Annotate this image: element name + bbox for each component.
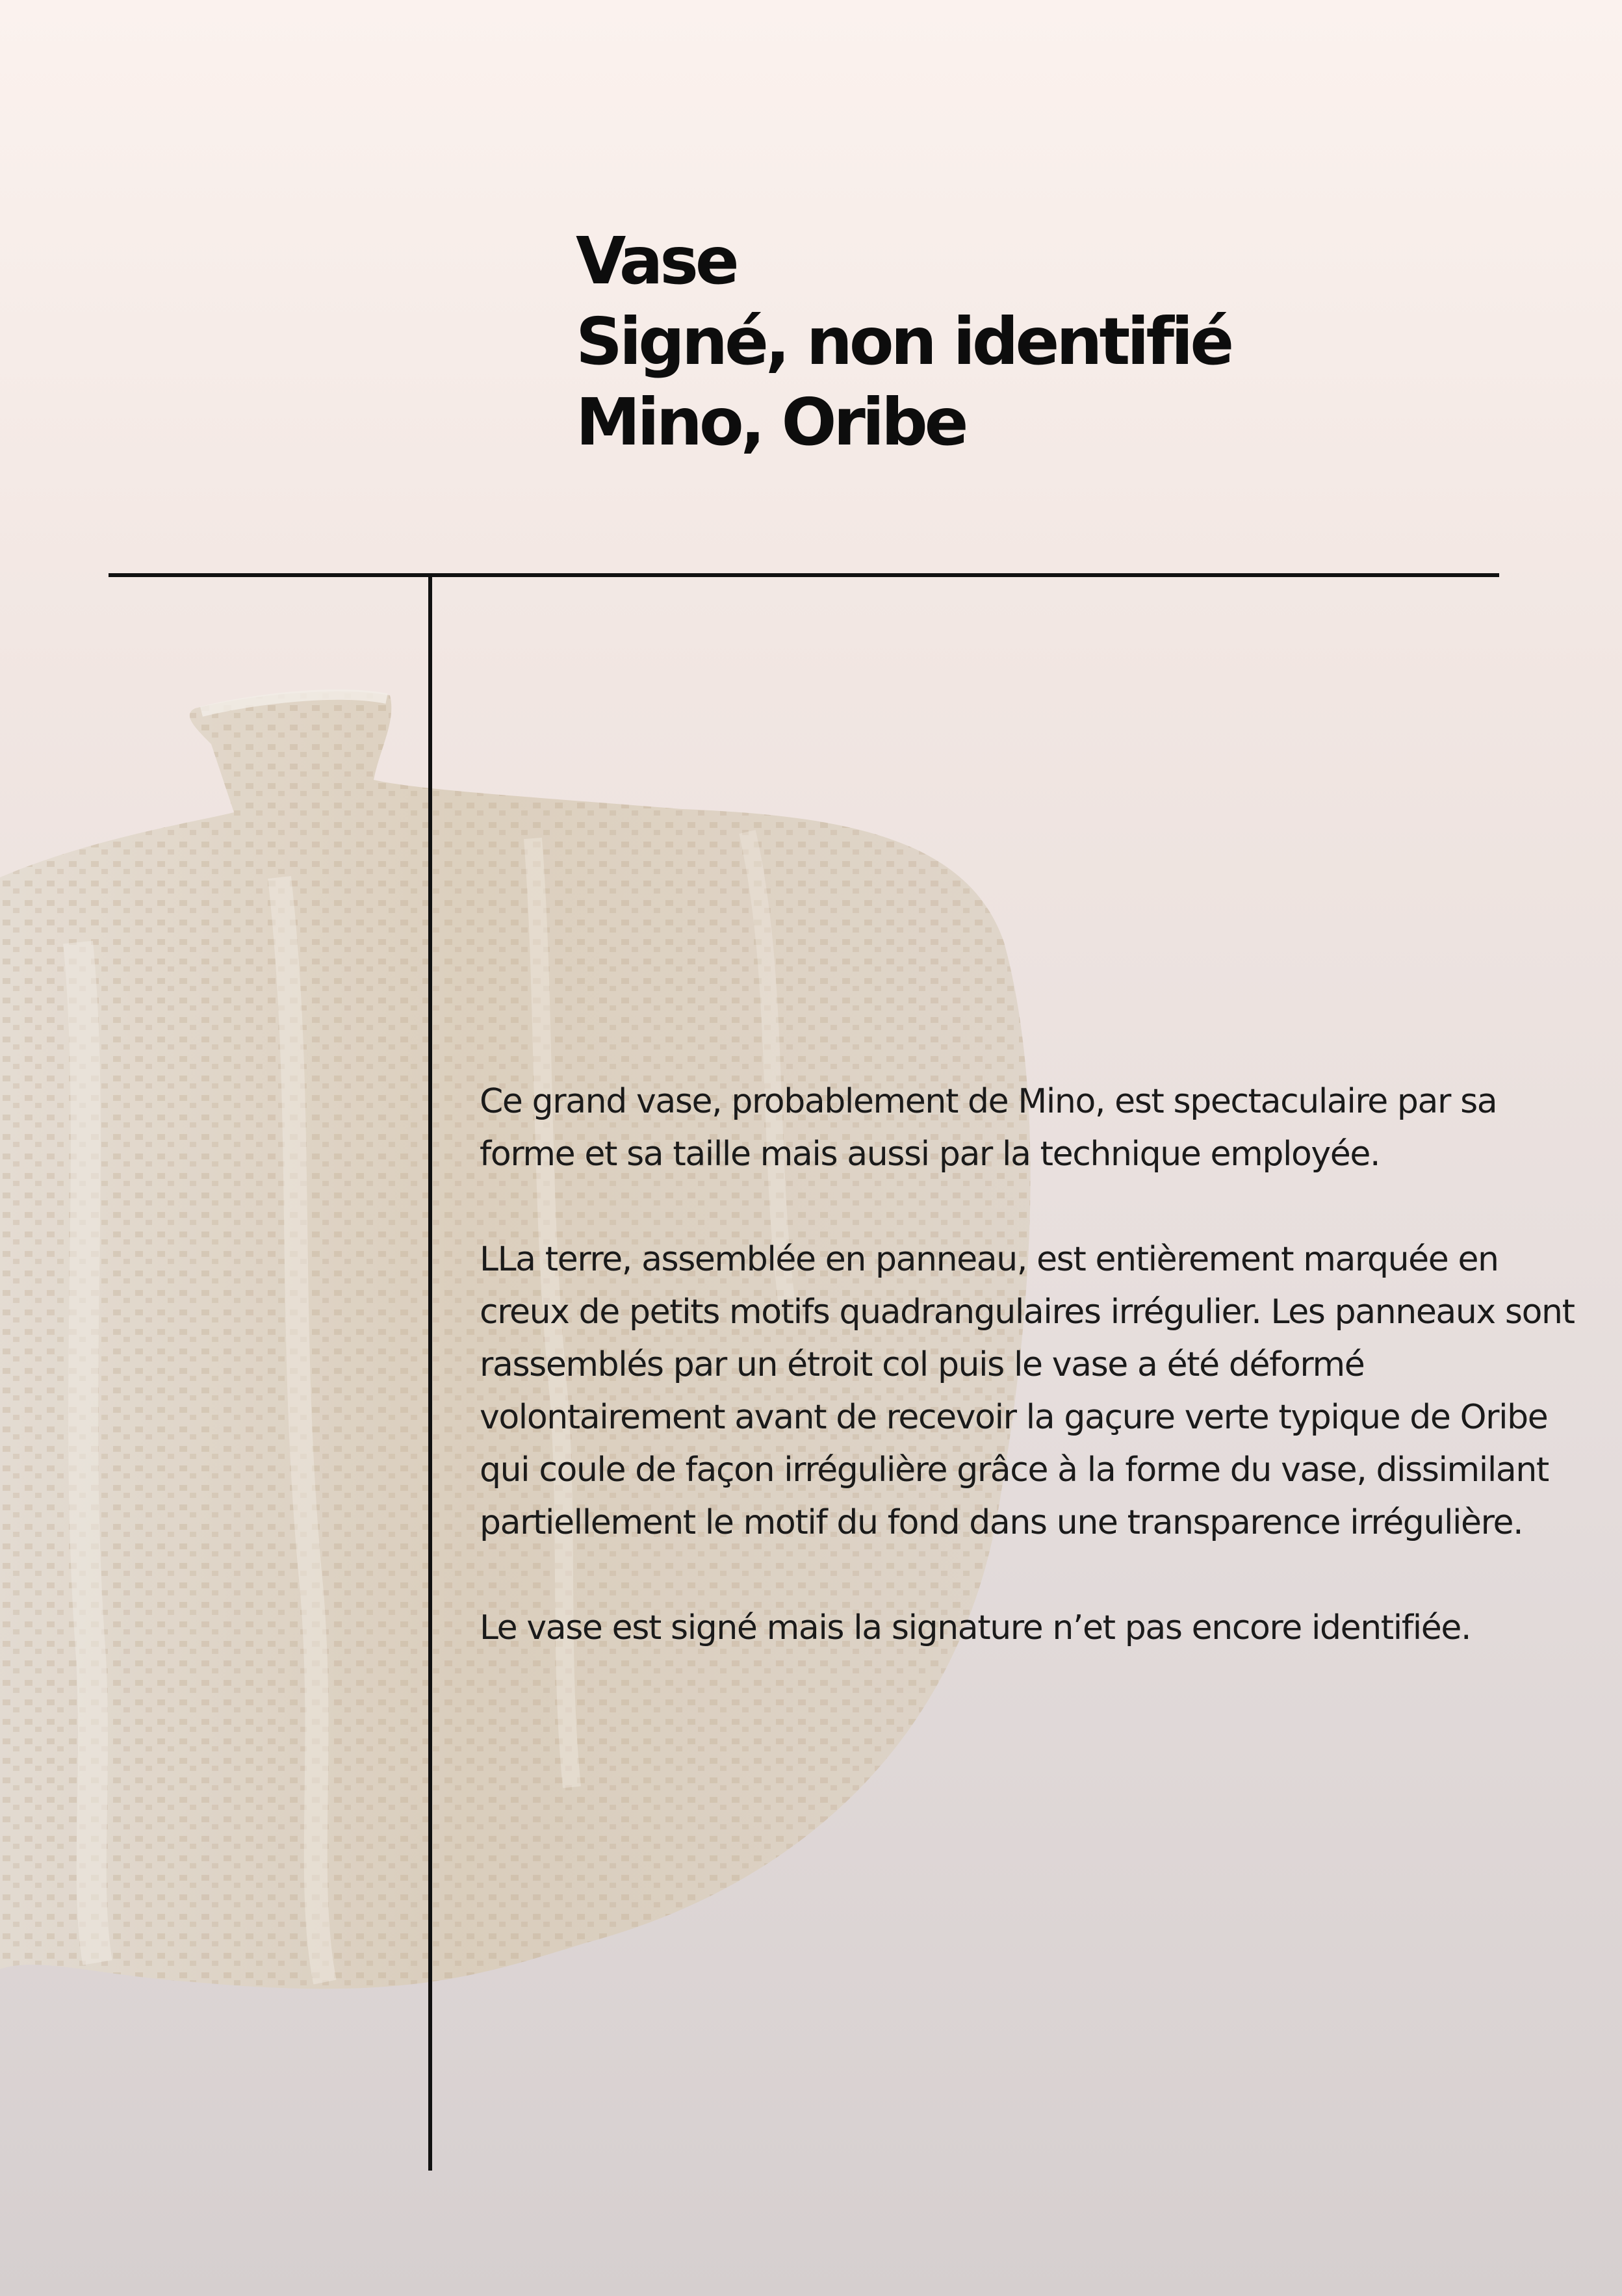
horizontal-divider xyxy=(109,573,1499,577)
description-paragraph: Le vase est signé mais la signature n’et pas encore identifiée. xyxy=(480,1608,1471,1647)
description-paragraph: Ce grand vase, probablement de Mino, est spectaculaire par sa forme et sa taille mais aussi par la technique employée. xyxy=(480,1082,1497,1174)
description-text xyxy=(480,1076,1597,1707)
page-title: Vase xyxy=(576,223,736,299)
page-subtitle-origin: Mino, Oribe xyxy=(576,384,966,460)
page-subtitle-signature: Signé, non identifié xyxy=(576,303,1231,380)
description-paragraph: LLa terre, assemblée en panneau, est entièrement marquée en creux de petits motifs quadrangulaires irrégulier. Les panneaux sont rassemblés par un étroit col puis le vase a été déformé volontairement avant de recevoir la gaçure verte typique de Oribe qui coule de façon irrégulière grâce à la forme du vase, dissimilant partiellement le motif du fond dans une transparence irrégulière. xyxy=(480,1240,1575,1542)
title-block xyxy=(576,221,1486,463)
vertical-divider xyxy=(428,575,432,2171)
